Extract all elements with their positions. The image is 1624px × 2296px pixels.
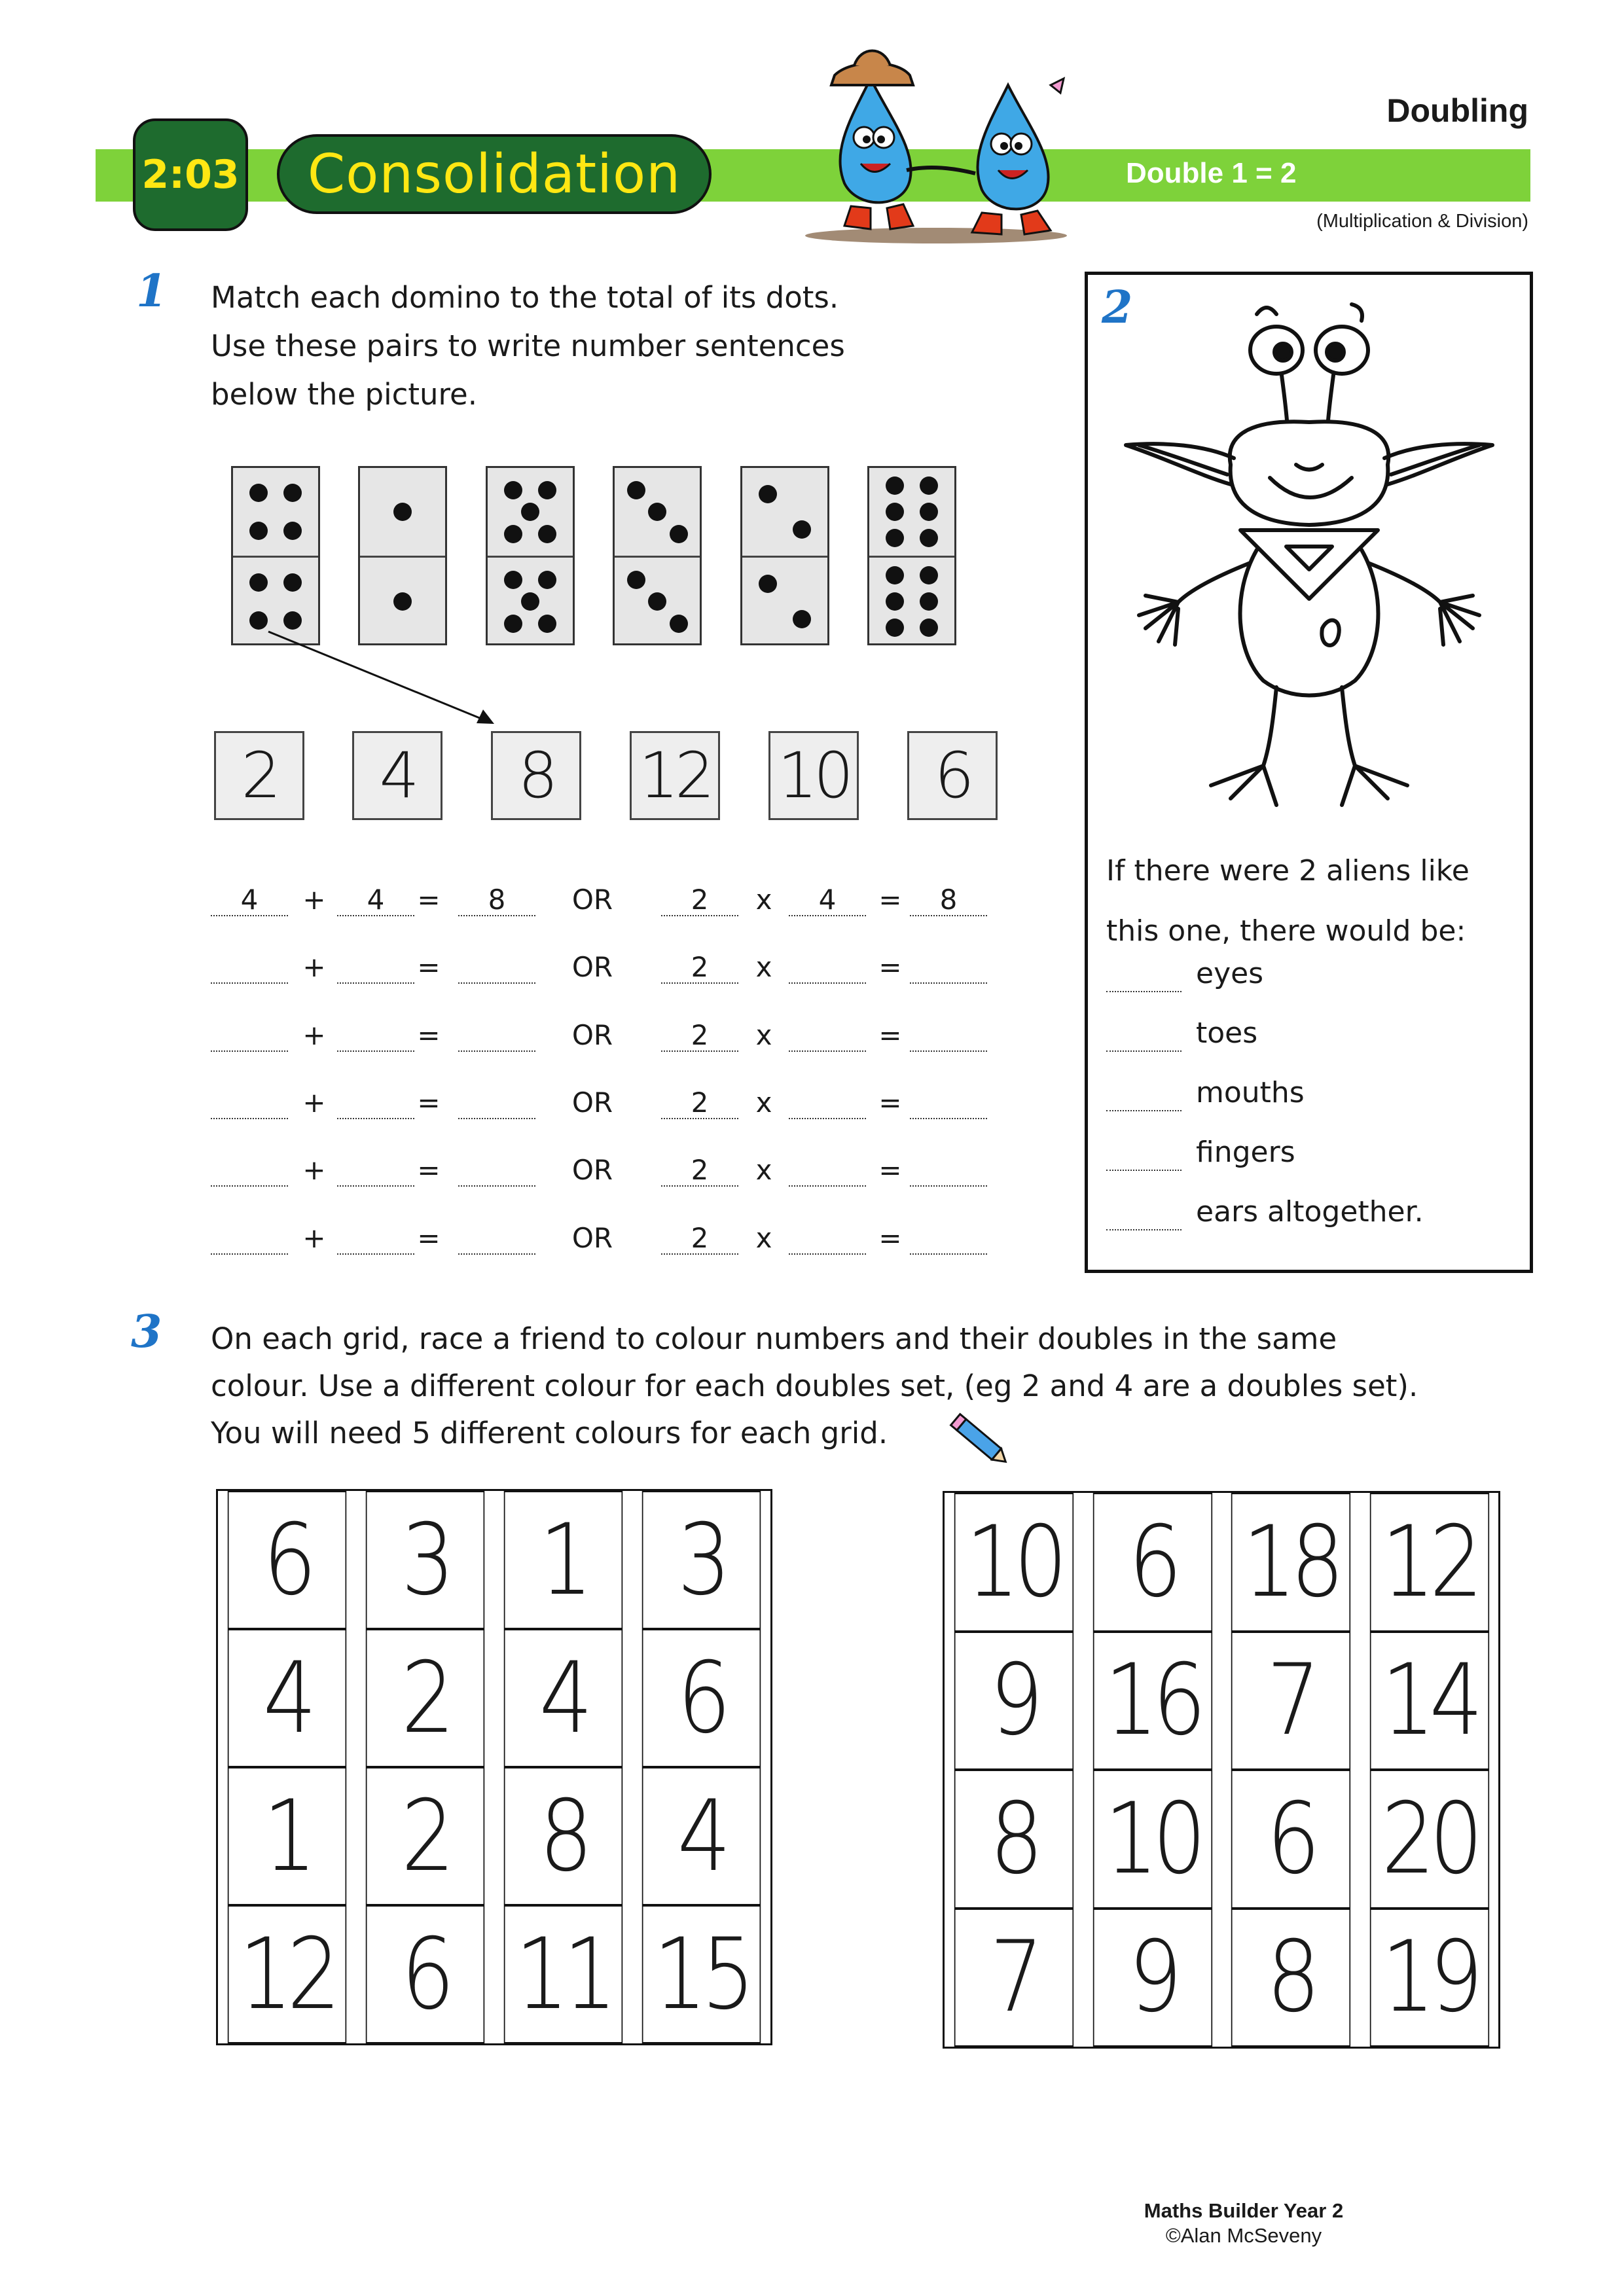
question-1-instructions (211, 274, 845, 419)
answer-blank[interactable] (789, 951, 866, 984)
operator-symbol: x (755, 1086, 772, 1119)
copyright: ©Alan McSeveny (1165, 2224, 1322, 2247)
question-2-number: 2 (1102, 281, 1133, 334)
operator-symbol: x (755, 1019, 772, 1051)
answer-blank[interactable] (458, 1019, 535, 1052)
grid-cell[interactable]: 8 (504, 1767, 623, 1905)
domino (740, 466, 829, 645)
alien-answer-blank[interactable] (1106, 991, 1182, 992)
instruction-line: Match each domino to the total of its dots. (211, 280, 839, 315)
answer-blank[interactable] (337, 1222, 414, 1255)
operator-symbol: = (417, 1086, 441, 1119)
domino-dot (504, 481, 522, 499)
grid-cell[interactable]: 6 (1092, 1493, 1212, 1632)
operator-symbol: = (878, 1086, 902, 1119)
operator-symbol: = (878, 1154, 902, 1186)
answer-blank[interactable] (789, 1222, 866, 1255)
domino-top-half (360, 468, 445, 556)
operator-symbol: x (755, 1154, 772, 1186)
answer-blank[interactable]: 4 (337, 884, 414, 916)
operator-symbol: x (755, 1222, 772, 1254)
question-3-instructions (211, 1316, 1418, 1457)
operator-symbol: OR (571, 884, 613, 916)
domino-dot (521, 503, 539, 521)
answer-blank[interactable]: 8 (458, 884, 535, 916)
instruction-line: Use these pairs to write number sentences (211, 329, 845, 363)
grid-cell[interactable]: 1 (504, 1491, 623, 1629)
alien-item-label: fingers (1196, 1136, 1295, 1169)
water-drop-mascots-illustration (772, 39, 1139, 255)
alien-item-label: mouths (1196, 1076, 1305, 1109)
domino-top-half (615, 468, 700, 556)
doubles-grid-left (216, 1489, 772, 2045)
domino-dot (793, 520, 811, 539)
operator-symbol: = (878, 951, 902, 983)
domino-dot (670, 525, 688, 543)
domino-dot (886, 592, 904, 611)
domino-dot (538, 525, 556, 543)
answer-blank[interactable]: 2 (661, 1086, 738, 1119)
domino-dot (627, 481, 645, 499)
answer-blank[interactable]: 4 (789, 884, 866, 916)
domino-dot (920, 619, 938, 637)
domino-dot (886, 619, 904, 637)
question-3-number: 3 (131, 1306, 162, 1358)
domino (231, 466, 320, 645)
domino-dot (283, 484, 302, 502)
number-sentence-row (0, 884, 1047, 923)
answer-blank[interactable] (910, 1019, 987, 1052)
domino-dot (521, 592, 539, 611)
operator-symbol: = (417, 1222, 441, 1254)
domino-dot (886, 476, 904, 495)
answer-blank[interactable] (789, 1154, 866, 1187)
domino-dot (504, 525, 522, 543)
grid-cell[interactable]: 6 (366, 1905, 484, 2043)
answer-blank[interactable] (458, 1154, 535, 1187)
operator-symbol: = (878, 1019, 902, 1051)
operator-symbol: + (302, 1154, 326, 1186)
operator-symbol: = (417, 884, 441, 916)
domino-dot (920, 566, 938, 584)
number-sentence-row (0, 1086, 1047, 1126)
operator-symbol: = (878, 884, 902, 916)
domino-dot (393, 592, 412, 611)
operator-symbol: OR (571, 1154, 613, 1186)
answer-blank[interactable] (337, 1086, 414, 1119)
domino-dot (249, 484, 268, 502)
number-sentence-row (0, 951, 1047, 990)
instruction-line: below the picture. (211, 377, 478, 412)
domino-dot (249, 522, 268, 540)
grid-cell[interactable]: 11 (504, 1905, 623, 2043)
answer-blank[interactable]: 4 (211, 884, 288, 916)
domino-bottom-half (869, 556, 954, 645)
answer-blank[interactable] (211, 1222, 288, 1255)
operator-symbol: x (755, 884, 772, 916)
grid-cell[interactable]: 4 (504, 1629, 623, 1767)
total-box: 10 (768, 731, 859, 820)
answer-blank[interactable]: 2 (661, 1154, 738, 1187)
answer-blank[interactable] (337, 951, 414, 984)
intro-line: this one, there would be: (1106, 914, 1466, 948)
grid-cell[interactable]: 8 (1231, 1909, 1350, 2047)
domino (867, 466, 956, 645)
number-sentence-row (0, 1222, 1047, 1261)
instruction-line: colour. Use a different colour for each doubles set, (eg 2 and 4 are a doubles set). (211, 1369, 1418, 1403)
domino-dot (283, 573, 302, 592)
operator-symbol: + (302, 951, 326, 983)
operator-symbol: OR (571, 951, 613, 983)
grid-cell[interactable]: 6 (642, 1629, 761, 1767)
domino-top-half (742, 468, 827, 556)
instruction-line: On each grid, race a friend to colour numbers and their doubles in the same (211, 1321, 1337, 1356)
grid-cell[interactable]: 7 (954, 1909, 1074, 2047)
alien-answer-blank[interactable] (1106, 1170, 1182, 1171)
answer-blank[interactable] (458, 1086, 535, 1119)
lesson-title: Consolidation (277, 134, 712, 214)
total-box: 4 (352, 731, 442, 820)
strand-label: (Multiplication & Division) (1316, 211, 1528, 232)
operator-symbol: + (302, 884, 326, 916)
domino-dot (538, 571, 556, 589)
book-title: Maths Builder Year 2 (1144, 2199, 1344, 2222)
pencil-icon (943, 1407, 1015, 1473)
operator-symbol: OR (571, 1019, 613, 1051)
domino-dot (249, 573, 268, 592)
domino (358, 466, 447, 645)
grid-cell[interactable]: 16 (1092, 1632, 1212, 1770)
domino-dot (759, 575, 777, 593)
operator-symbol: = (417, 1154, 441, 1186)
domino-top-half (233, 468, 318, 556)
grid-cell[interactable]: 20 (1369, 1770, 1489, 1909)
answer-blank[interactable]: 8 (910, 884, 987, 916)
question-1-number: 1 (136, 265, 168, 317)
answer-blank[interactable] (211, 1019, 288, 1052)
operator-symbol: + (302, 1086, 326, 1119)
total-box: 6 (907, 731, 998, 820)
domino-dot (538, 615, 556, 633)
domino-dot (920, 503, 938, 521)
domino-bottom-half (615, 556, 700, 645)
domino-dot (886, 529, 904, 547)
total-box: 12 (630, 731, 720, 820)
alien-item-label: toes (1196, 1016, 1258, 1050)
domino (486, 466, 575, 645)
domino (613, 466, 702, 645)
grid-cell[interactable]: 19 (1369, 1909, 1489, 2047)
domino-dot (886, 566, 904, 584)
domino-dot (393, 503, 412, 521)
alien-item-label: ears altogether. (1196, 1195, 1424, 1229)
domino-dot (920, 529, 938, 547)
grid-cell[interactable]: 8 (954, 1770, 1074, 1909)
operator-symbol: OR (571, 1222, 613, 1254)
domino-dot (648, 592, 666, 611)
answer-blank[interactable]: 2 (661, 951, 738, 984)
answer-blank[interactable] (789, 1086, 866, 1119)
grid-cell[interactable]: 2 (366, 1767, 484, 1905)
domino-dot (283, 611, 302, 630)
answer-blank[interactable] (337, 1019, 414, 1052)
number-sentence-row (0, 1154, 1047, 1193)
grid-cell[interactable]: 7 (1231, 1632, 1350, 1770)
operator-symbol: x (755, 951, 772, 983)
number-sentence-row (0, 1019, 1047, 1058)
grid-cell[interactable]: 1 (228, 1767, 346, 1905)
grid-cell[interactable]: 12 (1369, 1493, 1489, 1632)
answer-blank[interactable] (337, 1154, 414, 1187)
grid-cell[interactable]: 3 (642, 1491, 761, 1629)
grid-cell[interactable]: 3 (366, 1491, 484, 1629)
domino-dot (627, 571, 645, 589)
grid-cell[interactable]: 18 (1231, 1493, 1350, 1632)
grid-cell[interactable]: 6 (228, 1491, 346, 1629)
alien-answer-blank[interactable] (1106, 1050, 1182, 1052)
operator-symbol: = (417, 1019, 441, 1051)
operator-symbol: + (302, 1222, 326, 1254)
operator-symbol: + (302, 1019, 326, 1051)
alien-answer-blank[interactable] (1106, 1229, 1182, 1230)
example-match-arrow (262, 628, 511, 733)
domino-dot (504, 571, 522, 589)
grid-cell[interactable]: 9 (1092, 1909, 1212, 2047)
grid-cell[interactable]: 10 (1092, 1770, 1212, 1909)
operator-symbol: = (878, 1222, 902, 1254)
total-box: 2 (214, 731, 304, 820)
domino-top-half (869, 468, 954, 556)
answer-blank[interactable] (211, 951, 288, 984)
domino-dot (648, 503, 666, 521)
total-box: 8 (491, 731, 581, 820)
domino-dot (793, 610, 811, 628)
answer-blank[interactable] (458, 951, 535, 984)
question-2-intro (1106, 841, 1470, 961)
operator-symbol: = (417, 951, 441, 983)
answer-blank[interactable] (458, 1222, 535, 1255)
subtopic-title: Double 1 = 2 (1126, 157, 1297, 189)
grid-cell[interactable]: 15 (642, 1905, 761, 2043)
answer-blank[interactable] (211, 1154, 288, 1187)
domino-dot (249, 611, 268, 630)
grid-cell[interactable]: 14 (1369, 1632, 1489, 1770)
grid-cell[interactable]: 4 (228, 1629, 346, 1767)
domino-dot (670, 615, 688, 633)
instruction-line: You will need 5 different colours for each grid. (211, 1416, 888, 1450)
alien-illustration (1100, 288, 1519, 825)
domino-dot (283, 522, 302, 540)
intro-line: If there were 2 aliens like (1106, 854, 1470, 888)
lesson-code-badge: 2:03 (133, 118, 248, 231)
domino-dot (920, 592, 938, 611)
grid-cell[interactable]: 6 (1231, 1770, 1350, 1909)
domino-dot (538, 481, 556, 499)
answer-blank[interactable] (789, 1019, 866, 1052)
answer-blank[interactable]: 2 (661, 1222, 738, 1255)
operator-symbol: OR (571, 1086, 613, 1119)
answer-blank[interactable]: 2 (661, 1019, 738, 1052)
answer-blank[interactable]: 2 (661, 884, 738, 916)
alien-item-label: eyes (1196, 957, 1264, 990)
answer-blank[interactable] (910, 1222, 987, 1255)
domino-top-half (488, 468, 573, 556)
answer-blank[interactable] (211, 1086, 288, 1119)
domino-dot (920, 476, 938, 495)
topic-title: Doubling (1386, 92, 1528, 129)
grid-cell[interactable]: 12 (228, 1905, 346, 2043)
answer-blank[interactable] (910, 951, 987, 984)
answer-blank[interactable] (910, 1154, 987, 1187)
alien-answer-blank[interactable] (1106, 1110, 1182, 1111)
answer-blank[interactable] (910, 1086, 987, 1119)
domino-dot (886, 503, 904, 521)
doubles-grid-right (943, 1491, 1500, 2049)
grid-cell[interactable]: 10 (954, 1493, 1074, 1632)
grid-cell[interactable]: 9 (954, 1632, 1074, 1770)
grid-cell[interactable]: 4 (642, 1767, 761, 1905)
domino-dot (759, 485, 777, 503)
grid-cell[interactable]: 2 (366, 1629, 484, 1767)
domino-bottom-half (742, 556, 827, 645)
